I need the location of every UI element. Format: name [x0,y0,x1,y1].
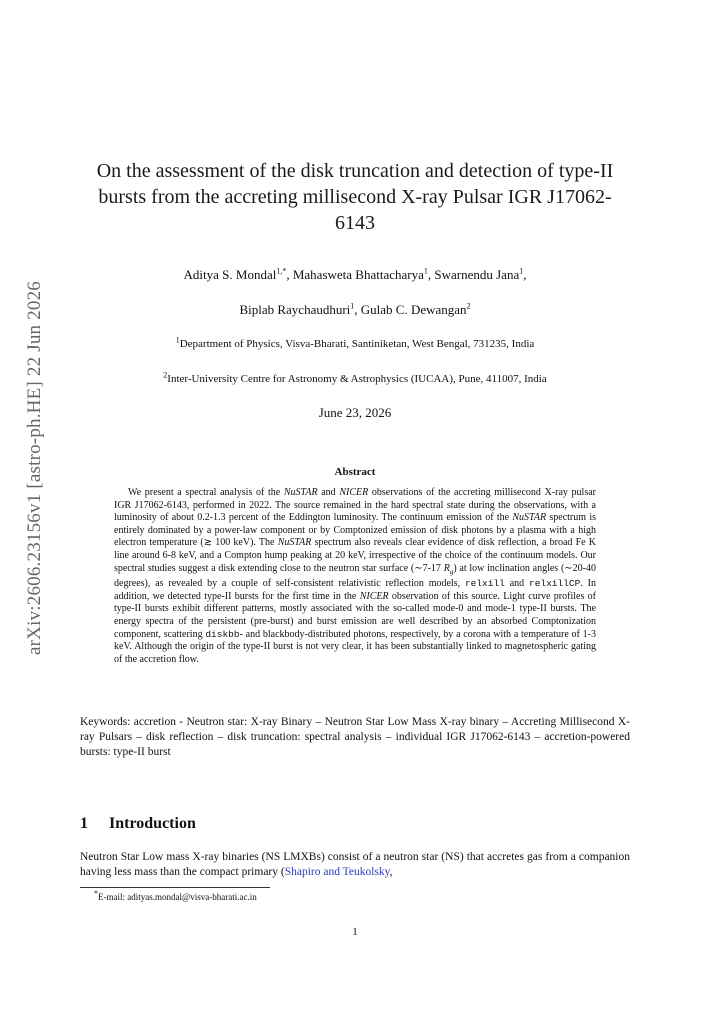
author-line-2 [80,302,630,318]
footnote-email: E-mail: adityas.mondal@visva-bharati.ac.in [98,892,257,902]
affiliation-marker: 1 [175,335,180,345]
author-line-1 [80,267,630,283]
abstract-text: and [504,578,529,590]
affiliation-marker: 2 [163,370,168,380]
arxiv-identifier: arXiv:2606.23156v1 [astro-ph.HE] 22 Jun 2026 [24,281,45,655]
abstract-math-subscript: g [449,567,454,576]
abstract-text: - and blackbody-distributed photons, respectively, by a corona with a temperature of 1-3 keV. Although the origin of the type-II burst is not very clear, it has been substantially linked to magnetospheric gating of the accretion flow. [114,628,596,665]
introduction-text: Neutron Star Low mass X-ray binaries (NS LMXBs) consist of a neutron star (NS) that accretes gas from a companion having less mass than the compact primary ( [80,851,630,878]
author-affil-marker: 1 [350,301,355,311]
abstract-mission-name: NICER [339,487,369,498]
author-name: Aditya S. Mondal [183,267,277,282]
author-affil-marker: 1 [519,266,524,276]
abstract-text: spectrum is entirely dominated by a power-law component or by Comptonized emission of disk photons by a plasma with a high electron temperature (≳ 100 keV). The [114,512,596,549]
abstract-math-symbol: R [443,562,450,574]
abstract-text: We present a spectral analysis of the [128,487,284,498]
abstract-text: observation of this source. Light curve profiles of type-II bursts exhibit different patterns, mostly associated with the so-called mode-0 and mode-1 type-II bursts. The energy spectra of the persistent (pre-burst) and burst emission are well described by an absorbed Comptonization component, scattering [114,590,596,640]
abstract-body [114,487,596,666]
affiliation-text: Department of Physics, Visva-Bharati, Santiniketan, West Bengal, 731235, India [179,338,535,350]
abstract-mission-name: NuSTAR [277,537,312,549]
abstract-heading: Abstract [334,466,376,478]
author-affil-marker: 1,* [276,266,287,276]
introduction-paragraph [80,850,630,880]
introduction-text: , [389,866,393,878]
author-separator: , [523,267,527,282]
abstract-model-name: diskbb [205,628,240,640]
author-affil-marker: 1 [423,266,428,276]
page-number: 1 [352,926,358,938]
paper-title: On the assessment of the disk truncation and detection of type-II bursts from the accreting millisecond X-ray Pulsar IGR J17062-6143 [96,160,614,234]
section-heading-introduction [80,815,630,833]
author-affil-marker: 2 [466,301,471,311]
abstract-text: and [317,487,340,498]
keywords: Keywords: accretion - Neutron star: X-ray Binary – Neutron Star Low Mass X-ray binary – Accreting Millisecond X-ray Pulsars – disk reflection – disk truncation: spectral analysis – individual IGR J17062-6143 – accretion-powered bursts: type-II burst [80,716,630,758]
affiliation-2 [80,370,630,385]
author-name: Mahasweta Bhattacharya [292,267,424,282]
abstract-mission-name: NICER [359,590,389,602]
author-name: Gulab C. Dewangan [360,302,467,317]
abstract-mission-name: NuSTAR [512,512,547,524]
abstract-model-name: relxillCP [529,578,581,590]
abstract-model-name: relxill [464,578,505,590]
footnote-rule [80,887,270,888]
arxiv-sidebar [20,268,50,668]
abstract-text: ) at low inclination angles (∼20-40 degrees), as revealed by a couple of self-consistent relativistic reflection models, [114,562,596,590]
citation-link[interactable]: Shapiro and Teukolsky [284,866,390,878]
abstract-text: observations of the accreting millisecond X-ray pulsar IGR J17062-6143, performed in 2022. The source remained in the hard spectral state during the observations, with a luminosity of about 0.2-1.3 percent of the Eddington luminosity. The continuum emission of the [114,487,596,524]
affiliation-1 [80,335,630,350]
author-separator: , [354,302,361,317]
author-separator: , [286,267,293,282]
affiliation-text: Inter-University Centre for Astronomy & Astrophysics (IUCAA), Pune, 411007, India [167,373,547,385]
abstract-text: spectrum also reveals clear evidence of disk reflection, a broad Fe K line around 6-8 keV, and a Compton hump peaking at 20 keV, irrespective of the choice of the continuum models. Our spectral studies suggest a disk extending close to the neutron star surface (∼7-17 [114,537,596,574]
footnote [94,889,624,902]
author-name: Biplab Raychaudhuri [239,302,351,317]
section-number: 1 [80,815,88,832]
paper-date: June 23, 2026 [318,405,392,420]
footnote-marker: * [94,889,98,898]
section-title: Introduction [109,815,196,832]
author-separator: , [427,267,435,282]
abstract-mission-name: NuSTAR [283,487,318,498]
author-name: Swarnendu Jana [434,267,520,282]
abstract-text: . In addition, we detected type-II bursts for the first time in the [114,578,596,602]
